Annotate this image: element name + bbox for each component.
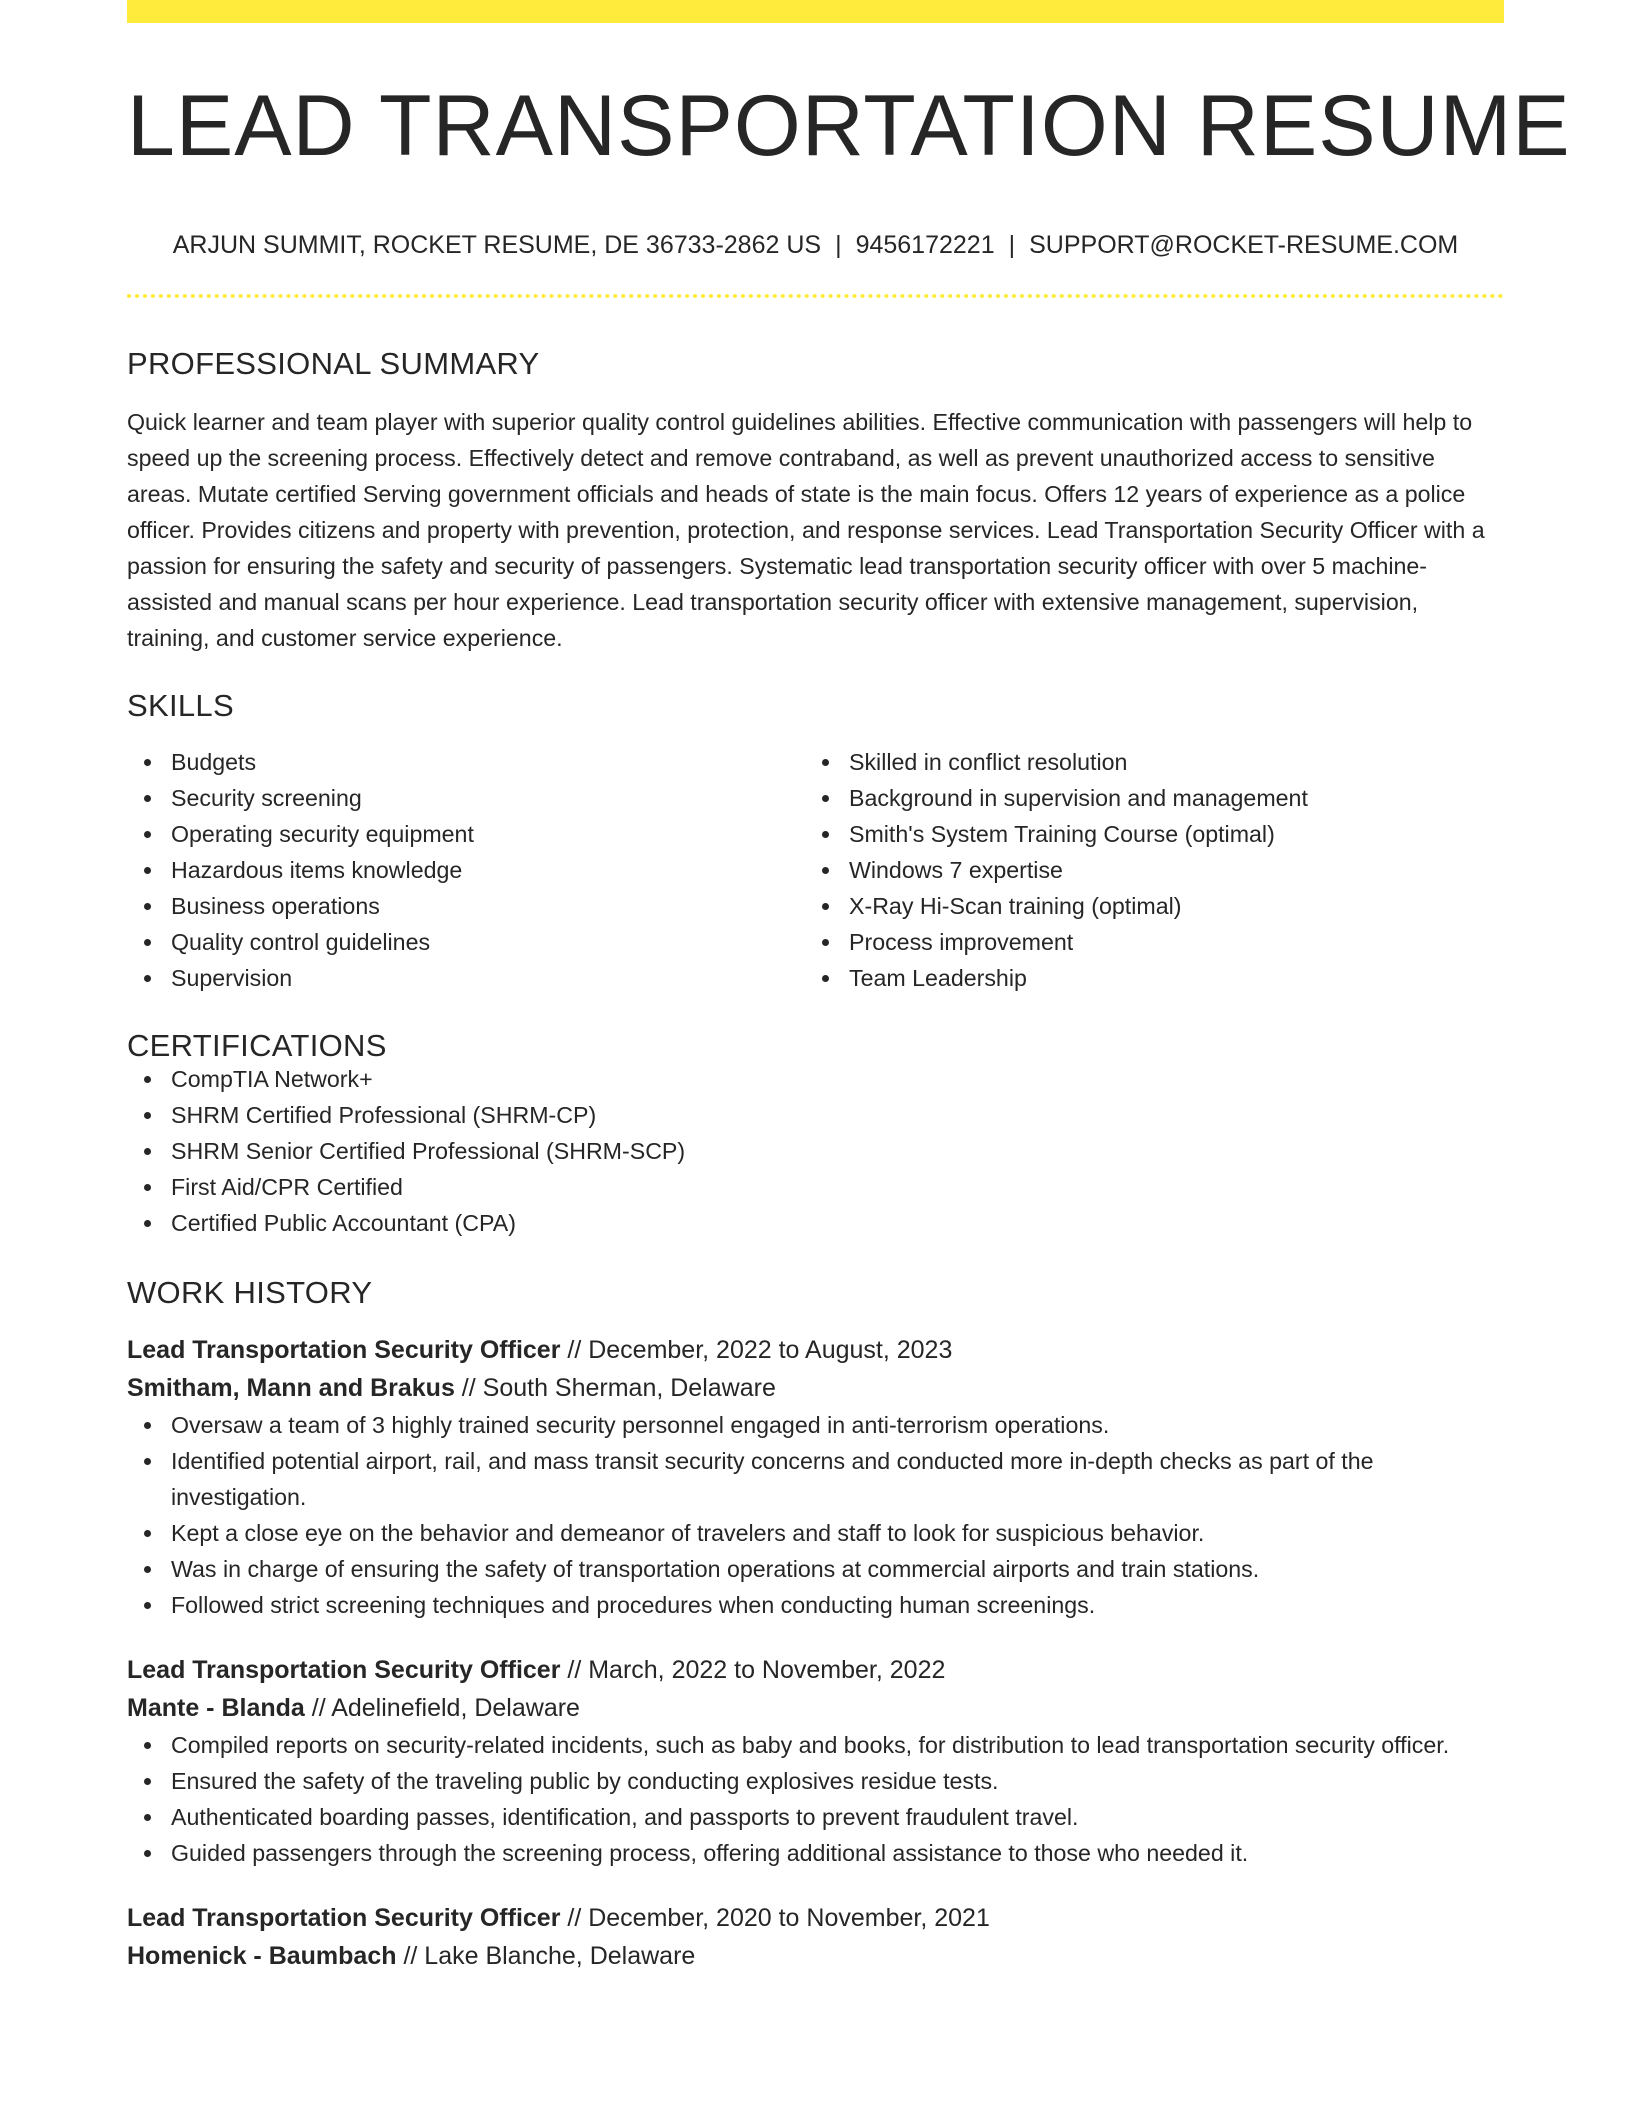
- skill-item: Team Leadership: [849, 960, 1483, 996]
- certifications-list: [127, 1061, 1504, 1241]
- skill-item: Windows 7 expertise: [849, 852, 1483, 888]
- job-entry: [127, 1651, 1504, 1871]
- contact-address: ARJUN SUMMIT, ROCKET RESUME, DE 36733-2862 US: [172, 231, 822, 259]
- job-dates: // December, 2022 to August, 2023: [560, 1336, 953, 1364]
- skill-item: Skilled in conflict resolution: [849, 744, 1483, 780]
- section-heading-work-history: WORK HISTORY: [127, 1275, 373, 1310]
- summary-text: Quick learner and team player with superior quality control guidelines abilities. Effective communication with passengers will help to speed up the screening process. Effectively detect and remove contraband, as well as prevent unauthorized access to sensitive areas. Mutate certified Serving government officials and heads of state is the main focus. Offers 12 years of experience as a police officer. Provides citizens and property with prevention, protection, and response services. Lead Transportation Security Officer with a passion for ensuring the safety and security of passengers. Systematic lead transportation security officer with over 5 machine-assisted and manual scans per hour experience. Lead transportation security officer with extensive management, supervision, training, and customer service experience.: [127, 409, 1485, 651]
- skills-grid: [127, 744, 1504, 996]
- section-heading-certifications: CERTIFICATIONS: [127, 1028, 387, 1063]
- job-duty-item: Authenticated boarding passes, identification, and passports to prevent fraudulent travel.: [171, 1799, 1504, 1835]
- certification-item: First Aid/CPR Certified: [171, 1169, 1504, 1205]
- job-location: // Lake Blanche, Delaware: [396, 1942, 696, 1970]
- job-title-line: [127, 1651, 1504, 1689]
- skill-item: Hazardous items knowledge: [171, 852, 805, 888]
- skills-list-left: [127, 744, 805, 996]
- contact-email: SUPPORT@ROCKET-RESUME.COM: [1029, 231, 1459, 259]
- job-duty-item: Compiled reports on security-related incidents, such as baby and books, for distribution to lead transportation security officer.: [171, 1727, 1504, 1763]
- certification-item: CompTIA Network+: [171, 1061, 1504, 1097]
- job-title: Lead Transportation Security Officer: [127, 1336, 561, 1364]
- job-duty-item: Identified potential airport, rail, and mass transit security concerns and conducted more in-depth checks as part of the investigation.: [171, 1443, 1504, 1515]
- certification-item: SHRM Certified Professional (SHRM-CP): [171, 1097, 1504, 1133]
- job-duty-item: Guided passengers through the screening process, offering additional assistance to those who needed it.: [171, 1835, 1504, 1871]
- contact-line: [127, 231, 1504, 260]
- job-entry: [127, 1899, 1504, 1975]
- job-duty-item: Ensured the safety of the traveling public by conducting explosives residue tests.: [171, 1763, 1504, 1799]
- contact-separator: |: [1008, 231, 1016, 259]
- job-company-line: [127, 1689, 1504, 1727]
- job-entry: [127, 1331, 1504, 1623]
- section-heading-skills: SKILLS: [127, 688, 234, 723]
- job-company-line: [127, 1937, 1504, 1975]
- job-title: Lead Transportation Security Officer: [127, 1656, 561, 1684]
- job-duties-list: [127, 1727, 1504, 1871]
- skill-item: Business operations: [171, 888, 805, 924]
- contact-phone: 9456172221: [855, 231, 995, 259]
- skills-column-right: [805, 744, 1483, 996]
- job-duty-item: Kept a close eye on the behavior and demeanor of travelers and staff to look for suspicious behavior.: [171, 1515, 1504, 1551]
- top-accent-bar: [127, 0, 1504, 23]
- job-title-line: [127, 1331, 1504, 1369]
- job-duty-item: Oversaw a team of 3 highly trained security personnel engaged in anti-terrorism operations.: [171, 1407, 1504, 1443]
- resume-title: LEAD TRANSPORTATION RESUME: [127, 78, 1571, 174]
- skill-item: Supervision: [171, 960, 805, 996]
- dotted-divider: [127, 294, 1504, 298]
- certification-item: SHRM Senior Certified Professional (SHRM-SCP): [171, 1133, 1504, 1169]
- skill-item: Operating security equipment: [171, 816, 805, 852]
- skill-item: Quality control guidelines: [171, 924, 805, 960]
- job-dates: // December, 2020 to November, 2021: [560, 1904, 990, 1932]
- skill-item: Process improvement: [849, 924, 1483, 960]
- job-company: Homenick - Baumbach: [127, 1942, 397, 1970]
- job-company: Mante - Blanda: [127, 1694, 305, 1722]
- skill-item: X-Ray Hi-Scan training (optimal): [849, 888, 1483, 924]
- skill-item: Security screening: [171, 780, 805, 816]
- job-company: Smitham, Mann and Brakus: [127, 1374, 455, 1402]
- certification-item: Certified Public Accountant (CPA): [171, 1205, 1504, 1241]
- resume-page: [127, 0, 1571, 1975]
- skills-column-left: [127, 744, 805, 996]
- job-duty-item: Was in charge of ensuring the safety of transportation operations at commercial airports and train stations.: [171, 1551, 1504, 1587]
- job-company-line: [127, 1369, 1504, 1407]
- skills-list-right: [805, 744, 1483, 996]
- job-duty-item: Followed strict screening techniques and procedures when conducting human screenings.: [171, 1587, 1504, 1623]
- job-duties-list: [127, 1407, 1504, 1623]
- skill-item: Background in supervision and management: [849, 780, 1483, 816]
- contact-separator: |: [835, 231, 842, 259]
- job-dates: // March, 2022 to November, 2022: [560, 1656, 946, 1684]
- job-location: // South Sherman, Delaware: [454, 1374, 776, 1402]
- section-heading-summary: PROFESSIONAL SUMMARY: [127, 346, 540, 381]
- job-title-line: [127, 1899, 1504, 1937]
- skill-item: Budgets: [171, 744, 805, 780]
- job-location: // Adelinefield, Delaware: [304, 1694, 580, 1722]
- skill-item: Smith's System Training Course (optimal): [849, 816, 1483, 852]
- job-title: Lead Transportation Security Officer: [127, 1904, 561, 1932]
